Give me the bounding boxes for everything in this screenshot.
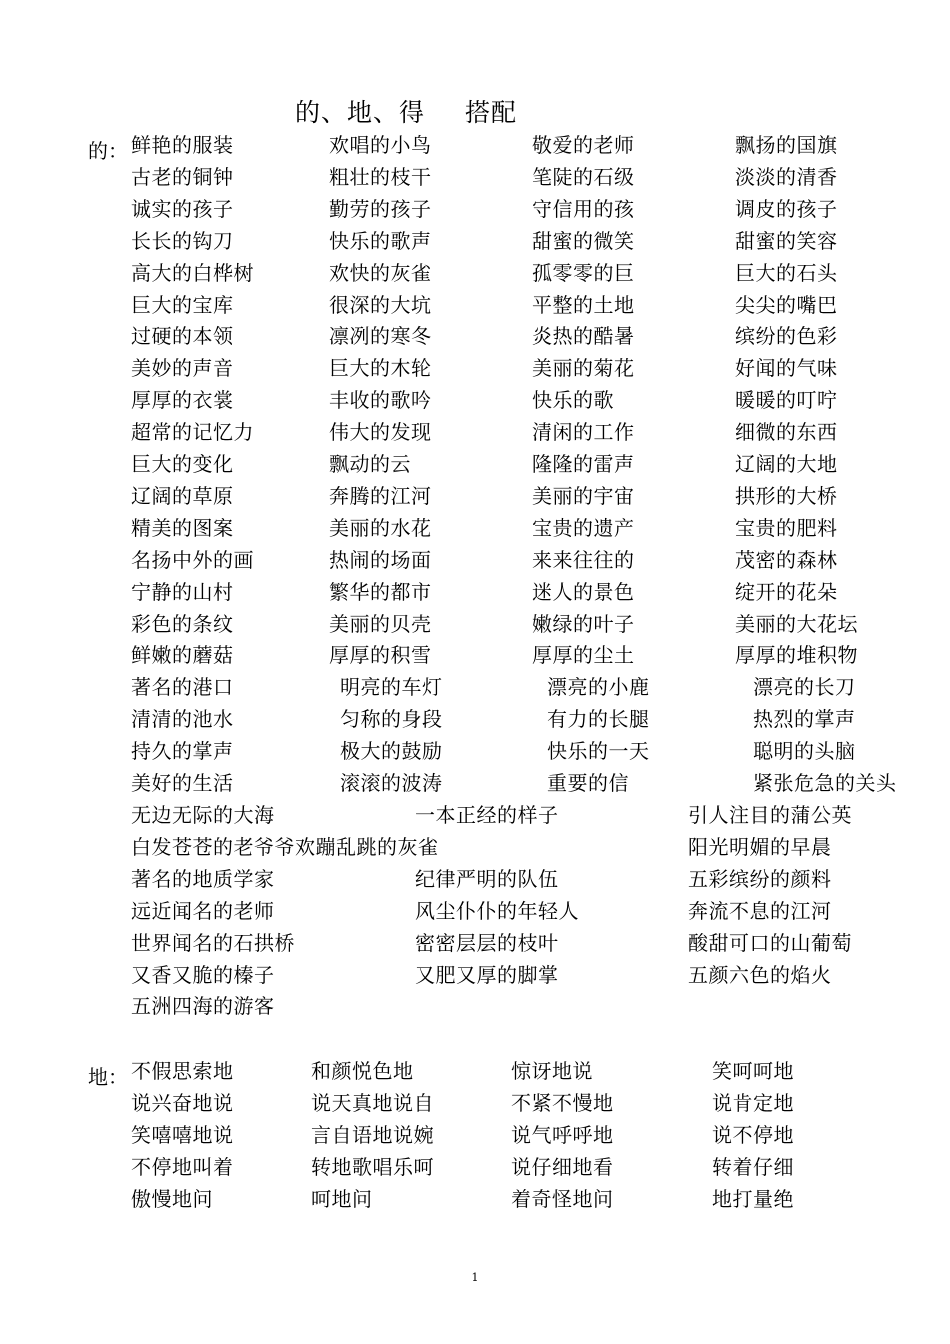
phrase-cell: 甜蜜的微笑	[532, 228, 635, 253]
phrase-cell: 引人注目的蒲公英	[688, 803, 852, 827]
page-title	[295, 93, 517, 129]
phrase-cell: 快乐的歌	[532, 388, 614, 413]
phrase-cell: 迷人的景色	[532, 579, 635, 604]
phrase-cell: 缤纷的色彩	[735, 324, 838, 349]
phrase-cell: 五颜六色的焰火	[688, 962, 832, 987]
phrase-cell: 厚厚的尘土	[532, 643, 635, 668]
phrase-cell: 惊讶地说	[511, 1059, 593, 1083]
phrase-cell: 过硬的本领	[131, 324, 234, 349]
phrase-cell: 飘动的云	[329, 452, 411, 476]
phrase-cell: 呵地问	[311, 1186, 373, 1211]
phrase-cell: 凛冽的寒冬	[329, 324, 432, 349]
phrase-cell: 世界闻名的石拱桥	[131, 930, 295, 955]
phrase-cell: 白发苍苍的老爷爷欢蹦乱跳的灰雀	[131, 834, 439, 859]
phrase-cell: 厚厚的积雪	[329, 643, 432, 668]
phrase-cell: 美好的生活	[131, 771, 234, 795]
phrase-cell: 名扬中外的画	[131, 547, 254, 572]
phrase-cell: 宝贵的肥料	[735, 515, 838, 540]
phrase-cell: 五洲四海的游客	[131, 994, 275, 1019]
phrase-cell: 巨大的石头	[735, 260, 838, 285]
phrase-cell: 清清的池水	[131, 707, 234, 732]
page-number: 1	[471, 1271, 479, 1284]
phrase-cell: 说天真地说自	[311, 1090, 434, 1115]
phrase-cell: 古老的铜钟	[131, 164, 234, 189]
phrase-cell: 守信用的孩	[532, 196, 635, 221]
phrase-cell: 辽阔的草原	[131, 483, 234, 508]
phrase-cell: 著名的地质学家	[131, 866, 275, 891]
phrase-cell: 细微的东西	[735, 420, 838, 445]
phrase-cell: 着奇怪地问	[511, 1186, 614, 1211]
phrase-cell: 明亮的车灯	[340, 675, 443, 700]
phrase-cell: 彩色的条纹	[131, 611, 234, 636]
phrase-cell: 嫩绿的叶子	[532, 611, 635, 636]
phrase-cell: 笔陡的石级	[532, 164, 635, 189]
phrase-cell: 快乐的一天	[547, 739, 650, 764]
phrase-cell: 调皮的孩子	[735, 196, 838, 221]
title-part-2: 搭配	[465, 98, 518, 127]
phrase-cell: 欢唱的小鸟	[329, 133, 432, 157]
di-section-label: 地：	[88, 1065, 128, 1089]
phrase-cell: 有力的长腿	[547, 707, 650, 732]
phrase-cell: 超常的记忆力	[131, 420, 254, 445]
phrase-cell: 紧张危急的关头	[753, 771, 897, 795]
phrase-cell: 一本正经的样子	[415, 803, 559, 827]
phrase-cell: 拱形的大桥	[735, 483, 838, 508]
phrase-cell: 诚实的孩子	[131, 196, 234, 221]
phrase-cell: 勤劳的孩子	[329, 196, 432, 221]
phrase-cell: 美丽的宇宙	[532, 483, 635, 508]
phrase-cell: 酸甜可口的山葡萄	[688, 930, 852, 955]
phrase-cell: 厚厚的衣裳	[131, 388, 234, 413]
phrase-cell: 巨大的木轮	[329, 356, 432, 381]
phrase-cell: 绽开的花朵	[735, 579, 838, 604]
phrase-cell: 持久的掌声	[131, 739, 234, 764]
phrase-cell: 好闻的气味	[735, 356, 838, 381]
phrase-cell: 聪明的头脑	[753, 739, 856, 764]
de-section-label: 的：	[88, 139, 128, 163]
phrase-cell: 孤零零的巨	[532, 260, 635, 285]
phrase-cell: 不紧不慢地	[511, 1090, 614, 1115]
phrase-cell: 著名的港口	[131, 675, 234, 700]
phrase-cell: 热闹的场面	[329, 547, 432, 572]
phrase-cell: 来来往往的	[532, 547, 635, 572]
phrase-cell: 美妙的声音	[131, 356, 234, 381]
phrase-cell: 说兴奋地说	[131, 1090, 234, 1115]
phrase-cell: 转地歌唱乐呵	[311, 1154, 434, 1179]
phrase-cell: 暖暖的叮咛	[735, 388, 838, 413]
phrase-cell: 很深的大坑	[329, 292, 432, 317]
phrase-cell: 阳光明媚的早晨	[688, 834, 832, 859]
phrase-cell: 宁静的山村	[131, 579, 234, 604]
phrase-cell: 隆隆的雷声	[532, 452, 635, 476]
phrase-cell: 不假思索地	[131, 1059, 234, 1083]
phrase-cell: 炎热的酷暑	[532, 324, 635, 349]
phrase-cell: 宝贵的遗产	[532, 515, 635, 540]
phrase-cell: 鲜嫩的蘑菇	[131, 643, 234, 668]
phrase-cell: 笑呵呵地	[712, 1059, 794, 1083]
phrase-cell: 辽阔的大地	[735, 452, 838, 476]
phrase-cell: 又香又脆的榛子	[131, 962, 275, 987]
phrase-cell: 密密层层的枝叶	[415, 930, 559, 955]
phrase-cell: 清闲的工作	[532, 420, 635, 445]
phrase-cell: 傲慢地问	[131, 1186, 213, 1211]
phrase-cell: 奔流不息的江河	[688, 898, 832, 923]
phrase-cell: 热烈的掌声	[753, 707, 856, 732]
phrase-cell: 说不停地	[712, 1122, 794, 1147]
phrase-cell: 淡淡的清香	[735, 164, 838, 189]
phrase-cell: 繁华的都市	[329, 579, 432, 604]
phrase-cell: 不停地叫着	[131, 1154, 234, 1179]
phrase-cell: 高大的白桦树	[131, 260, 254, 285]
phrase-cell: 鲜艳的服装	[131, 133, 234, 157]
phrase-cell: 巨大的变化	[131, 452, 234, 476]
phrase-cell: 丰收的歌吟	[329, 388, 432, 413]
phrase-cell: 漂亮的长刀	[753, 675, 856, 700]
phrase-cell: 远近闻名的老师	[131, 898, 275, 923]
phrase-cell: 地打量绝	[712, 1186, 794, 1211]
phrase-cell: 风尘仆仆的年轻人	[415, 898, 579, 923]
phrase-cell: 说肯定地	[712, 1090, 794, 1115]
phrase-cell: 五彩缤纷的颜料	[688, 866, 832, 891]
phrase-cell: 又肥又厚的脚掌	[415, 962, 559, 987]
phrase-cell: 极大的鼓励	[340, 739, 443, 764]
phrase-cell: 厚厚的堆积物	[735, 643, 858, 668]
phrase-cell: 尖尖的嘴巴	[735, 292, 838, 317]
phrase-cell: 美丽的大花坛	[735, 611, 858, 636]
phrase-cell: 美丽的贝壳	[329, 611, 432, 636]
phrase-cell: 纪律严明的队伍	[415, 866, 559, 891]
phrase-cell: 巨大的宝库	[131, 292, 234, 317]
phrase-cell: 美丽的菊花	[532, 356, 635, 381]
phrase-cell: 和颜悦色地	[311, 1059, 414, 1083]
phrase-cell: 笑嘻嘻地说	[131, 1122, 234, 1147]
phrase-cell: 重要的信	[547, 771, 629, 795]
phrase-cell: 匀称的身段	[340, 707, 443, 732]
title-part-1: 的、地、得	[295, 98, 426, 127]
phrase-cell: 伟大的发现	[329, 420, 432, 445]
phrase-cell: 奔腾的江河	[329, 483, 432, 508]
phrase-cell: 茂密的森林	[735, 547, 838, 572]
phrase-cell: 美丽的水花	[329, 515, 432, 540]
phrase-cell: 转着仔细	[712, 1154, 794, 1179]
phrase-cell: 长长的钩刀	[131, 228, 234, 253]
phrase-cell: 快乐的歌声	[329, 228, 432, 253]
phrase-cell: 飘扬的国旗	[735, 133, 838, 157]
phrase-cell: 欢快的灰雀	[329, 260, 432, 285]
phrase-cell: 说仔细地看	[511, 1154, 614, 1179]
phrase-cell: 精美的图案	[131, 515, 234, 540]
phrase-cell: 无边无际的大海	[131, 803, 275, 827]
phrase-cell: 甜蜜的笑容	[735, 228, 838, 253]
phrase-cell: 敬爱的老师	[532, 133, 635, 157]
phrase-cell: 滚滚的波涛	[340, 771, 443, 795]
phrase-cell: 说气呼呼地	[511, 1122, 614, 1147]
phrase-cell: 漂亮的小鹿	[547, 675, 650, 700]
phrase-cell: 言自语地说婉	[311, 1122, 434, 1147]
phrase-cell: 平整的土地	[532, 292, 635, 317]
phrase-cell: 粗壮的枝干	[329, 164, 432, 189]
